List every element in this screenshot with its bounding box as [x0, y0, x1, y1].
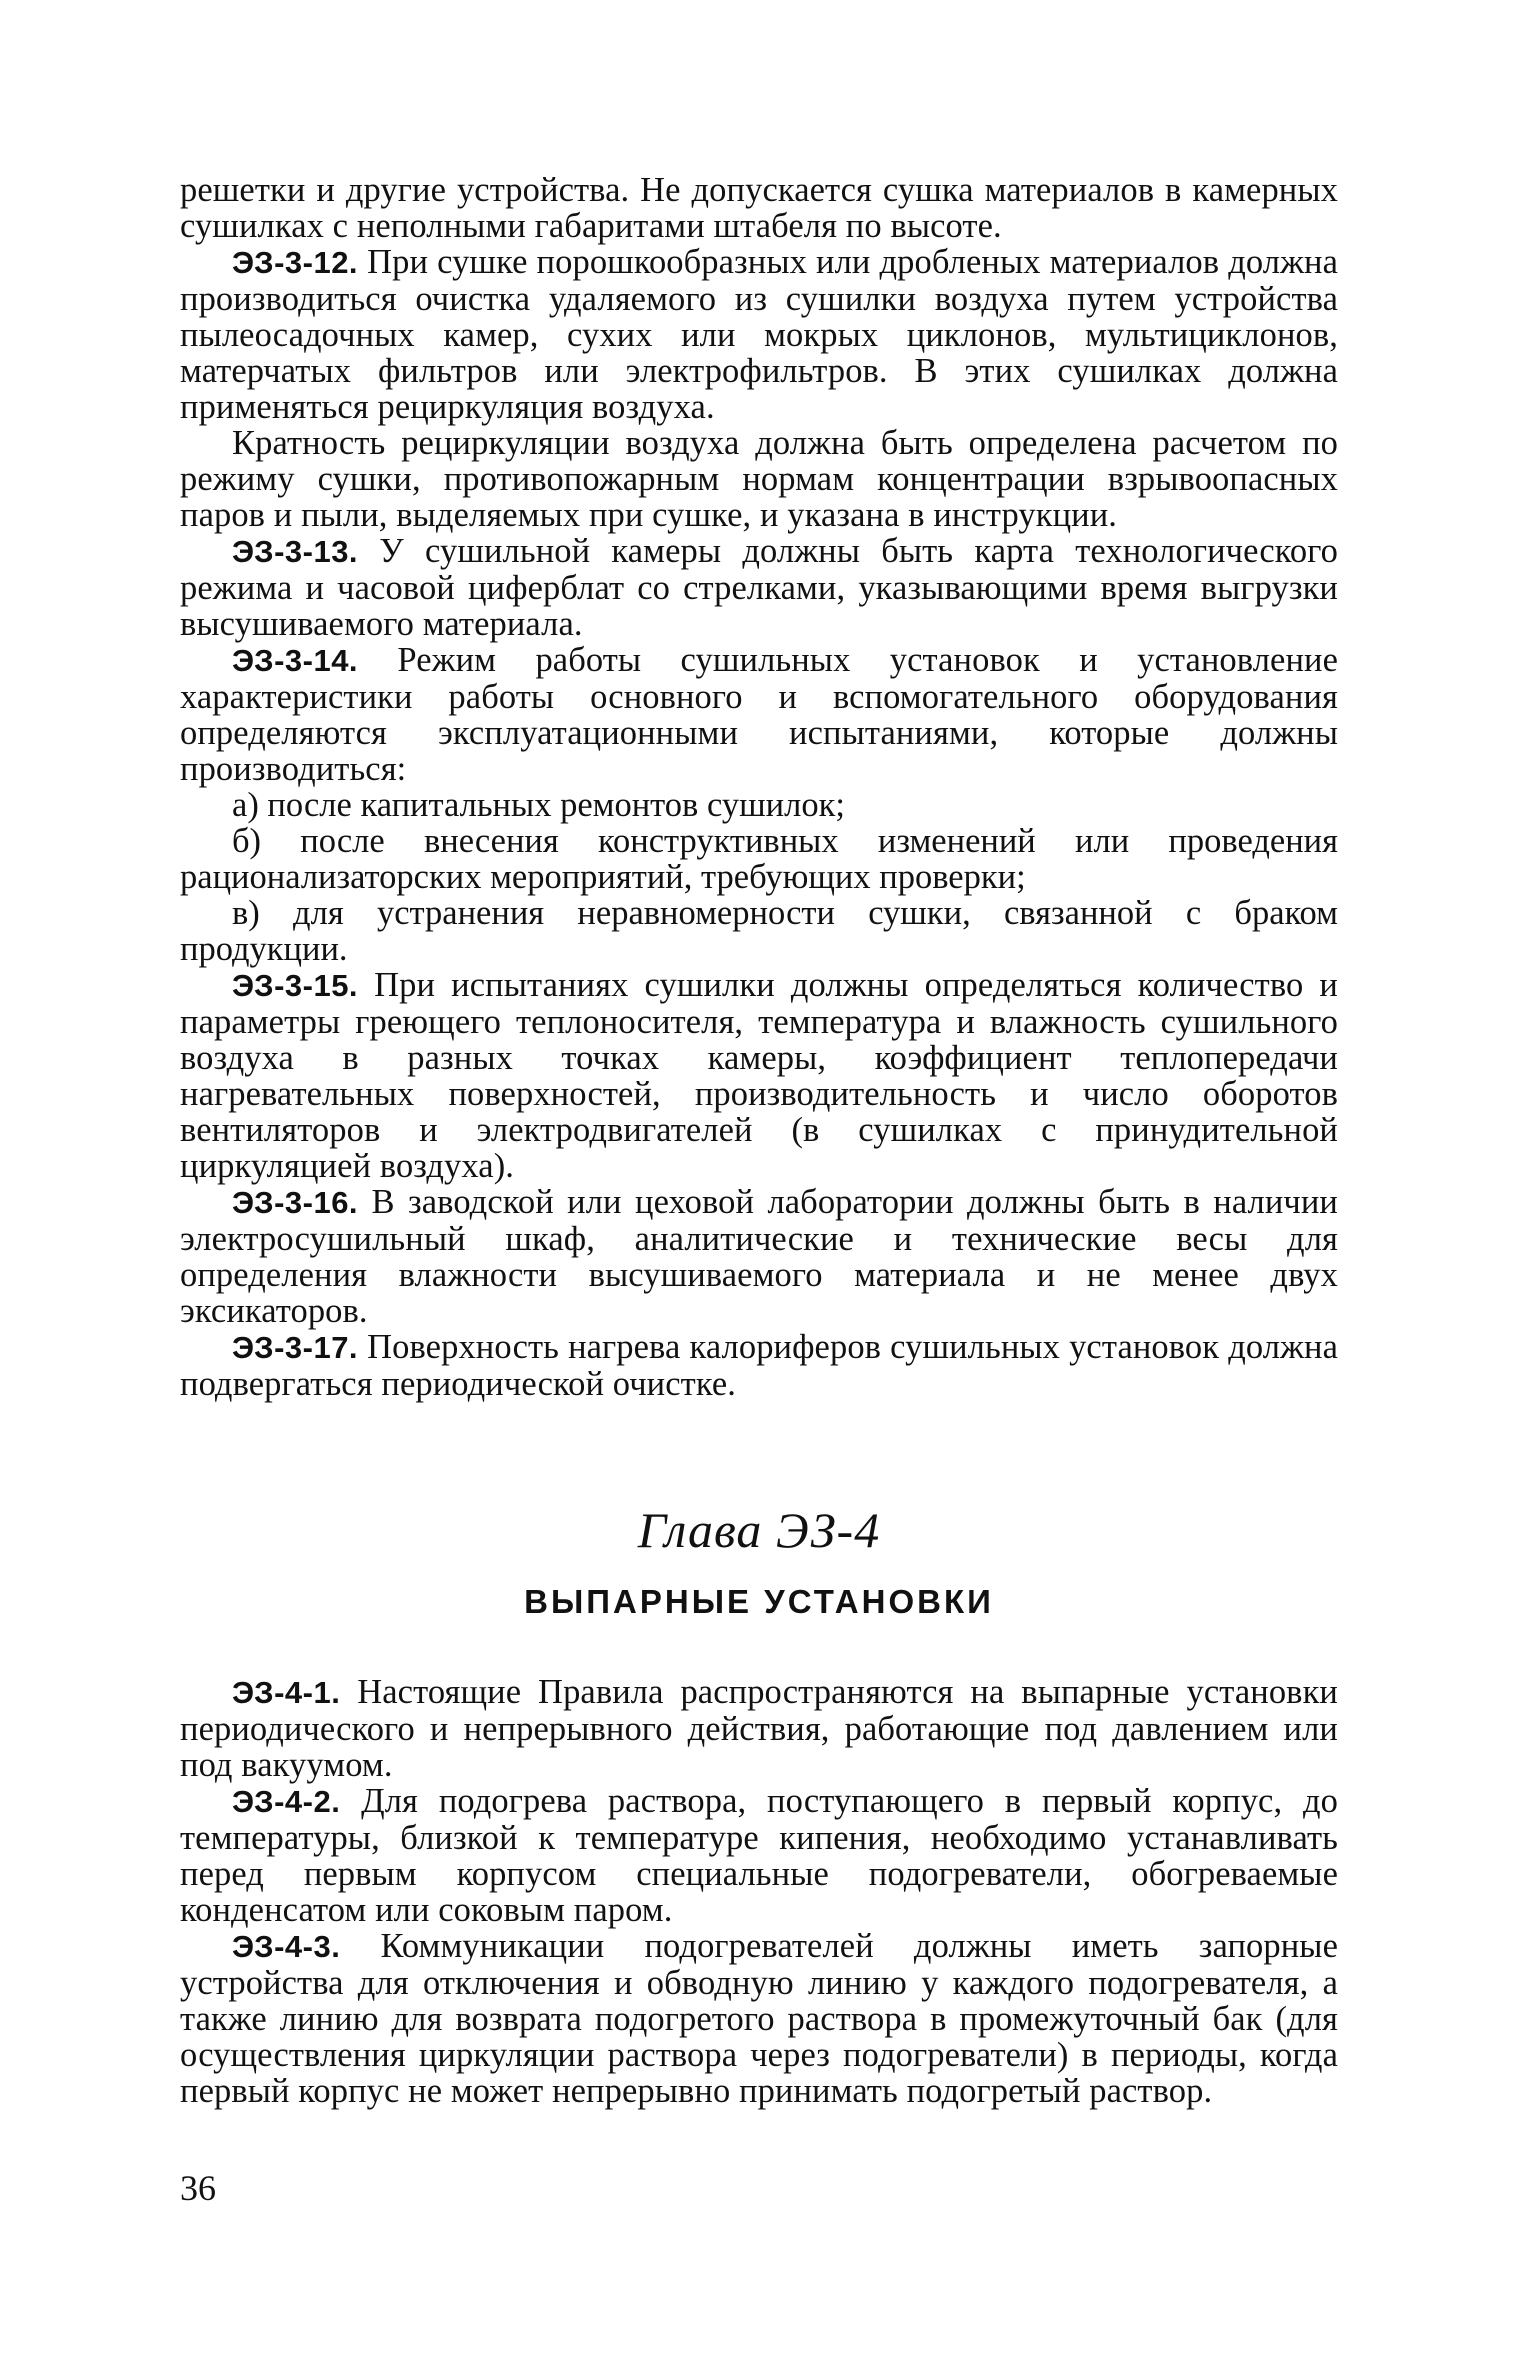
paragraph-number: ЭЗ-3-15. — [232, 968, 359, 1003]
paragraph-number: ЭЗ-3-17. — [232, 1330, 359, 1365]
chapter-label: Глава ЭЗ-4 — [637, 1502, 881, 1558]
paragraph-text: При испытаниях сушилки должны определяться количество и параметры греющего теплоносителя, температура и влажность сушильного воздуха в разных точках камеры, коэффициент теплопередачи нагревательных поверхностей, производительность и число оборотов вентиляторов и электродвигателей (в сушилках с принудительной циркуляцией воздуха). — [180, 966, 1338, 1185]
paragraph-e3-4-3 — [180, 1928, 1338, 2109]
paragraph — [180, 172, 1338, 244]
paragraph-number: ЭЗ-3-13. — [232, 534, 359, 569]
page-number: 36 — [180, 2168, 216, 2208]
paragraph-number: ЭЗ-3-16. — [232, 1185, 359, 1220]
paragraph — [180, 425, 1338, 533]
paragraph-e3-4-1 — [180, 1674, 1338, 1783]
paragraph-number: ЭЗ-4-3. — [232, 1929, 341, 1964]
paragraph-number: ЭЗ-4-2. — [232, 1784, 341, 1819]
paragraph-e3-3-13 — [180, 533, 1338, 642]
paragraph-e3-4-2 — [180, 1783, 1338, 1928]
paragraph-e3-3-17 — [180, 1329, 1338, 1402]
paragraph-e3-3-14 — [180, 642, 1338, 787]
paragraph-text: Для подогрева раствора, поступающего в первый корпус, до температуры, близкой к температуре кипения, необходимо устанавливать перед первым корпусом специальные подогреватели, обогреваемые конденсатом или соковым паром. — [180, 1782, 1338, 1929]
paragraph-number: ЭЗ-4-1. — [232, 1675, 341, 1710]
paragraph-text: У сушильной камеры должны быть карта технологического режима и часовой циферблат со стрелками, указывающими время выгрузки высушиваемого материала. — [180, 532, 1338, 643]
paragraph-text: Режим работы сушильных установок и установление характеристики работы основного и вспомогательного оборудования определяются эксплуатационными испытаниями, которые должны производиться: — [180, 641, 1338, 788]
paragraph-number: ЭЗ-3-14. — [232, 643, 359, 678]
list-item: в) для устранения неравномерности сушки, связанной с браком продукции. — [180, 894, 1338, 968]
paragraph-text: решетки и другие устройства. Не допускается сушка материалов в камерных сушилках с неполными габаритами штабеля по высоте. — [180, 171, 1338, 245]
paragraph-text: Коммуникации подогревателей должны иметь запорные устройства для отключения и обводную линию у каждого подогревателя, а также линию для возврата подогретого раствора в промежуточный бак (для осуществления циркуляции раствора через подогреватели) в периоды, когда первый корпус не может непрерывно принимать подогретый раствор. — [180, 1927, 1338, 2110]
list-item: б) после внесения конструктивных изменений или проведения рационализаторских мероприятий, требующих проверки; — [180, 822, 1338, 896]
paragraph-e3-3-12 — [180, 244, 1338, 425]
page-body — [180, 172, 1338, 2109]
paragraph-e3-3-16 — [180, 1184, 1338, 1329]
chapter-title: ВЫПАРНЫЕ УСТАНОВКИ — [524, 1583, 994, 1620]
paragraph-text: Настоящие Правила распространяются на выпарные установки периодического и непрерывного действия, работающие под давлением или под вакуумом. — [180, 1673, 1338, 1784]
paragraph-e3-3-15 — [180, 967, 1338, 1184]
paragraph-number: ЭЗ-3-12. — [232, 245, 359, 280]
list-item: а) после капитальных ремонтов сушилок; — [232, 786, 845, 824]
paragraph-text: Поверхность нагрева калориферов сушильных установок должна подвергаться периодической очистке. — [180, 1328, 1338, 1403]
paragraph-text: При сушке порошкообразных или дробленых материалов должна производиться очистка удаляемого из сушилки воздуха путем устройства пылеосадочных камер, сухих или мокрых циклонов, мультициклонов, матерчатых фильтров или электрофильтров. В этих сушилках должна применяться рециркуляция воздуха. — [180, 243, 1338, 426]
paragraph-text: Кратность рециркуляции воздуха должна быть определена расчетом по режиму сушки, противопожарным нормам концентрации взрывоопасных паров и пыли, выделяемых при сушке, и указана в инструкции. — [180, 424, 1338, 534]
paragraph-text: В заводской или цеховой лаборатории должны быть в наличии электросушильный шкаф, аналитические и технические весы для определения влажности высушиваемого материала и не менее двух эксикаторов. — [180, 1183, 1338, 1330]
